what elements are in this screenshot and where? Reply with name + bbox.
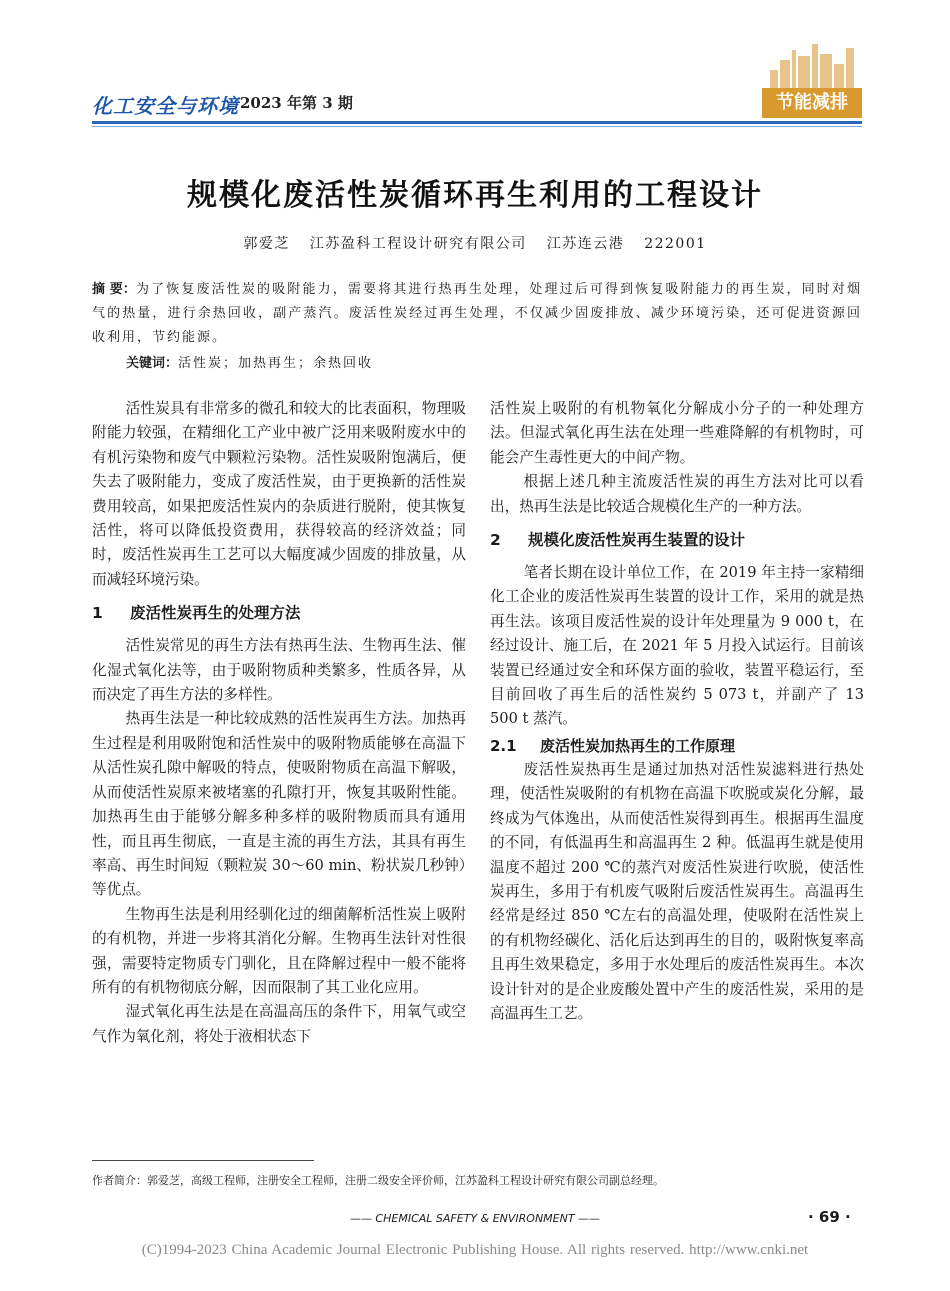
keywords-text: 活性炭；加热再生；余热回收 bbox=[178, 356, 374, 371]
left-column bbox=[92, 397, 466, 1049]
section-2-1-title: 废活性炭加热再生的工作原理 bbox=[540, 736, 736, 755]
footnote-rule bbox=[92, 1160, 314, 1161]
section-1-paragraph-5: 根据上述几种主流废活性炭的再生方法对比可以看出，热再生法是比较适合规模化生产的一种方法。 bbox=[490, 473, 864, 515]
abstract-label: 摘 要： bbox=[92, 282, 137, 297]
author-affiliation: 郭爱芝 江苏盈科工程设计研究有限公司 江苏连云港 222001 bbox=[243, 236, 707, 252]
right-column bbox=[490, 397, 864, 1026]
issue-number: 2023 年第 3 期 bbox=[240, 94, 353, 112]
section-1-paragraph-3: 生物再生法是利用经驯化过的细菌解析活性炭上吸附的有机物，并进一步将其消化分解。生物再生法针对性很强，需要特定物质专门驯化，且在降解过程中一般不能将所有的有机物彻底分解，因而限制了其工业化应用。 bbox=[92, 905, 466, 996]
footer-journal-english: —— CHEMICAL SAFETY & ENVIRONMENT —— bbox=[349, 1212, 601, 1225]
author-footnote: 作者简介：郭爱芝，高级工程师，注册安全工程师，注册二级安全评价师，江苏盈科工程设计研究有限公司副总经理。 bbox=[92, 1174, 664, 1187]
section-2-heading bbox=[490, 527, 864, 553]
copyright-line: (C)1994-2023 China Academic Journal Electronic Publishing House. All rights reserved. http://www.cnki.net bbox=[141, 1242, 809, 1258]
city-skyline-icon bbox=[762, 40, 862, 92]
section-2-number: 2 bbox=[490, 531, 501, 550]
section-2-1-paragraph-1: 废活性炭热再生是通过加热对活性炭滤料进行热处理，使活性炭吸附的有机物在高温下吹脱或炭化分解，最终成为气体逸出，从而使活性炭得到再生。根据再生温度的不同，有低温再生和高温再生 2 种。低温再生就是使用温度不超过 200 ℃的蒸汽对废活性炭进行吹脱，使活性炭再生，多用于有机废气吸附后废活性炭再生。高温再生经常是经过 850 ℃左右的高温处理，使吸附在活性炭上的有机物经碳化、活化后达到再生的目的，吸附恢复率高且再生效果稳定，多用于水处理后的废活性炭再生。本次设计针对的是企业废酸处置中产生的废活性炭，采用的是高温再生工艺。 bbox=[490, 760, 864, 1022]
section-2-paragraph-1: 笔者长期在设计单位工作，在 2019 年主持一家精细化工企业的废活性炭再生装置的设计工作，采用的就是热再生法。该项目废活性炭的设计年处理量为 9 000 t，在经过设计、施工后，在 2021 年 5 月投入试运行。目前该装置已经通过安全和环保方面的验收，装置平稳运行，至目前回收了再生后的活性炭约 5 073 t，并副产了 13 500 t 蒸汽。 bbox=[490, 564, 864, 728]
journal-name: 化工安全与环境 bbox=[92, 94, 239, 118]
abstract bbox=[92, 278, 862, 350]
section-1-paragraph-4a: 湿式氧化再生法是在高温高压的条件下，用氧气或空气作为氧化剂，将处于液相状态下 bbox=[92, 1003, 466, 1045]
section-2-1-number: 2.1 bbox=[490, 736, 517, 755]
section-1-number: 1 bbox=[92, 604, 103, 623]
section-2-1-heading bbox=[490, 734, 864, 758]
section-1-paragraph-2: 热再生法是一种比较成熟的活性炭再生方法。加热再生过程是利用吸附饱和活性炭中的吸附物质能够在高温下从活性炭孔隙中解吸的特点，使吸附物质在高温下解吸，从而使活性炭原来被堵塞的孔隙打开，恢复其吸附性能。加热再生由于能够分解多种多样的吸附物质而具有通用性，而且再生彻底，一直是主流的再生方法，其具有再生率高、再生时间短（颗粒炭 30～60 min、粉状炭几秒钟）等优点。 bbox=[92, 710, 466, 899]
header-rule bbox=[92, 121, 862, 124]
abstract-text: 为了恢复废活性炭的吸附能力，需要将其进行热再生处理，处理过后可得到恢复吸附能力的再生炭，同时对烟气的热量，进行余热回收，副产蒸汽。废活性炭经过再生处理，不仅减少固废排放、减少环境污染，还可促进资源回收利用，节约能源。 bbox=[92, 282, 862, 345]
header-rule-thin bbox=[92, 126, 862, 127]
section-2-title: 规模化废活性炭再生装置的设计 bbox=[528, 531, 746, 550]
keywords-label: 关键词： bbox=[126, 356, 179, 371]
section-tag: 节能减排 bbox=[762, 88, 862, 118]
section-1-title: 废活性炭再生的处理方法 bbox=[130, 604, 301, 623]
article-title: 规模化废活性炭循环再生利用的工程设计 bbox=[187, 178, 763, 213]
keywords bbox=[126, 352, 373, 371]
section-1-heading bbox=[92, 600, 466, 626]
page-number: · 69 · bbox=[808, 1208, 851, 1226]
intro-paragraph: 活性炭具有非常多的微孔和较大的比表面积，物理吸附能力较强，在精细化工产业中被广泛用来吸附废水中的有机污染物和废气中颗粒污染物。活性炭吸附饱满后，便失去了吸附能力，变成了废活性炭，由于更换新的活性炭费用较高，如果把废活性炭内的杂质进行脱附，使其恢复活性，将可以降低投资费用，获得较高的经济效益；同时，废活性炭再生工艺可以大幅度减少固废的排放量，从而减轻环境污染。 bbox=[92, 400, 466, 588]
section-1-paragraph-4b: 活性炭上吸附的有机物氧化分解成小分子的一种处理方法。但湿式氧化再生法在处理一些难降解的有机物时，可能会产生毒性更大的中间产物。 bbox=[490, 400, 864, 466]
section-1-paragraph-1: 活性炭常见的再生方法有热再生法、生物再生法、催化湿式氧化法等，由于吸附物质种类繁多，性质各异，从而决定了再生方法的多样性。 bbox=[92, 637, 466, 704]
